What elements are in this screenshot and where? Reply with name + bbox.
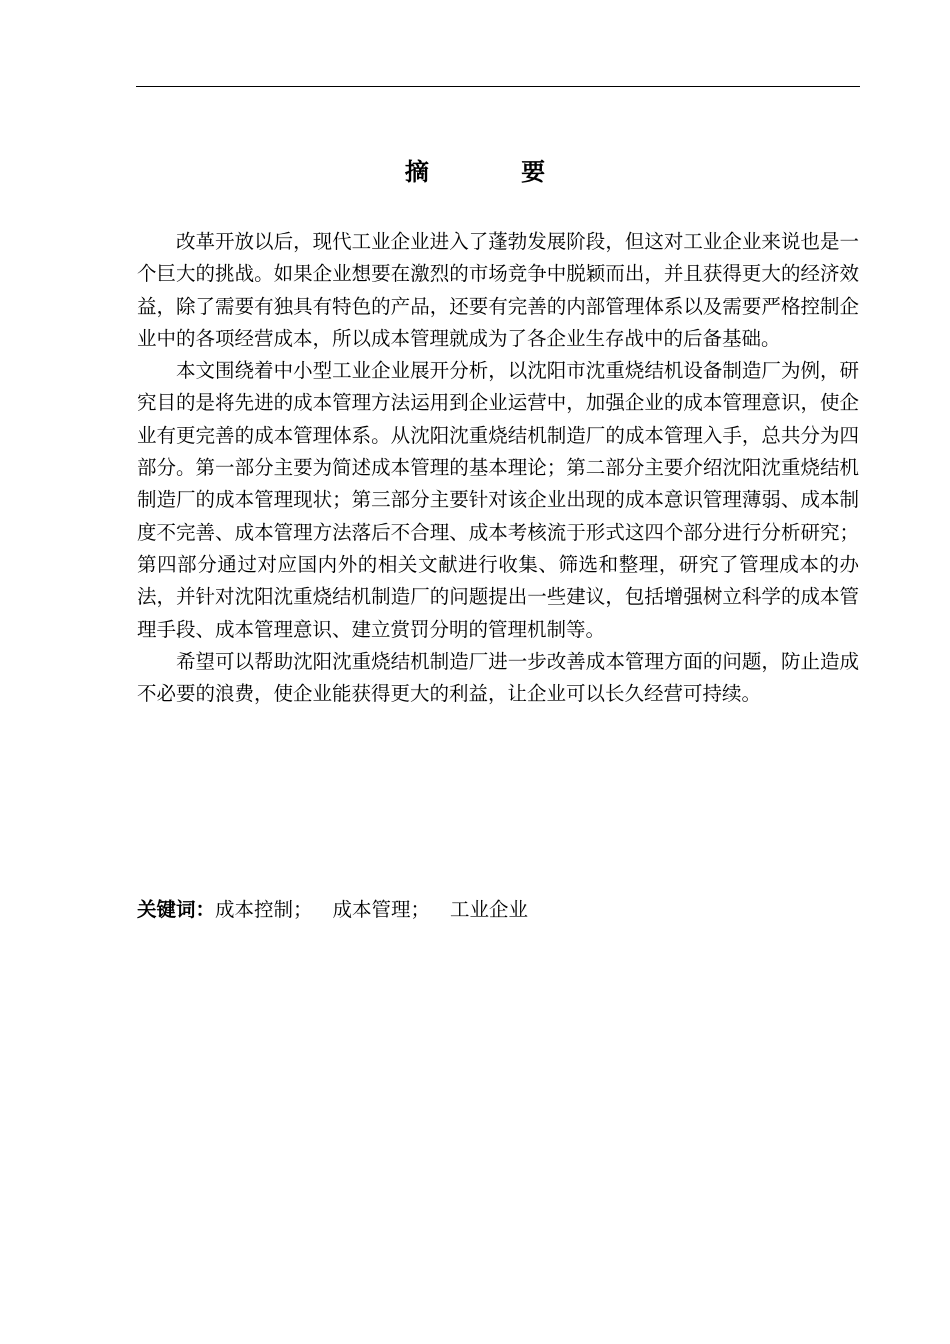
- abstract-body: [137, 226, 859, 710]
- abstract-paragraph-3: 希望可以帮助沈阳沈重烧结机制造厂进一步改善成本管理方面的问题，防止造成不必要的浪费，使企业能获得更大的利益，让企业可以长久经营可持续。: [137, 649, 859, 706]
- header-rule: [136, 86, 860, 87]
- keyword-item: 工业企业: [450, 898, 529, 921]
- keyword-item: 成本控制；: [215, 898, 313, 921]
- keyword-item: 成本管理；: [332, 898, 431, 921]
- abstract-paragraph-1: 改革开放以后，现代工业企业进入了蓬勃发展阶段，但这对工业企业来说也是一个巨大的挑战。如果企业想要在激烈的市场竞争中脱颖而出，并且获得更大的经济效益，除了需要有独具有特色的产品，还要有完善的内部管理体系以及需要严格控制企业中的各项经营成本，所以成本管理就成为了各企业生存战中的后备基础。: [137, 230, 859, 350]
- abstract-paragraph-2: 本文围绕着中小型工业企业展开分析，以沈阳市沈重烧结机设备制造厂为例，研究目的是将先进的成本管理方法运用到企业运营中，加强企业的成本管理意识，使企业有更完善的成本管理体系。从沈阳沈重烧结机制造厂的成本管理入手，总共分为四部分。第一部分主要为简述成本管理的基本理论；第二部分主要介绍沈阳沈重烧结机制造厂的成本管理现状；第三部分主要针对该企业出现的成本意识管理薄弱、成本制度不完善、成本管理方法落后不合理、成本考核流于形式这四个部分进行分析研究；第四部分通过对应国内外的相关文献进行收集、筛选和整理，研究了管理成本的办法，并针对沈阳沈重烧结机制造厂的问题提出一些建议，包括增强树立科学的成本管理手段、成本管理意识、建立赏罚分明的管理机制等。: [137, 359, 859, 641]
- keywords-line: [137, 894, 859, 926]
- abstract-title: 摘 要: [404, 158, 588, 186]
- keywords-label: 关键词：: [137, 898, 216, 921]
